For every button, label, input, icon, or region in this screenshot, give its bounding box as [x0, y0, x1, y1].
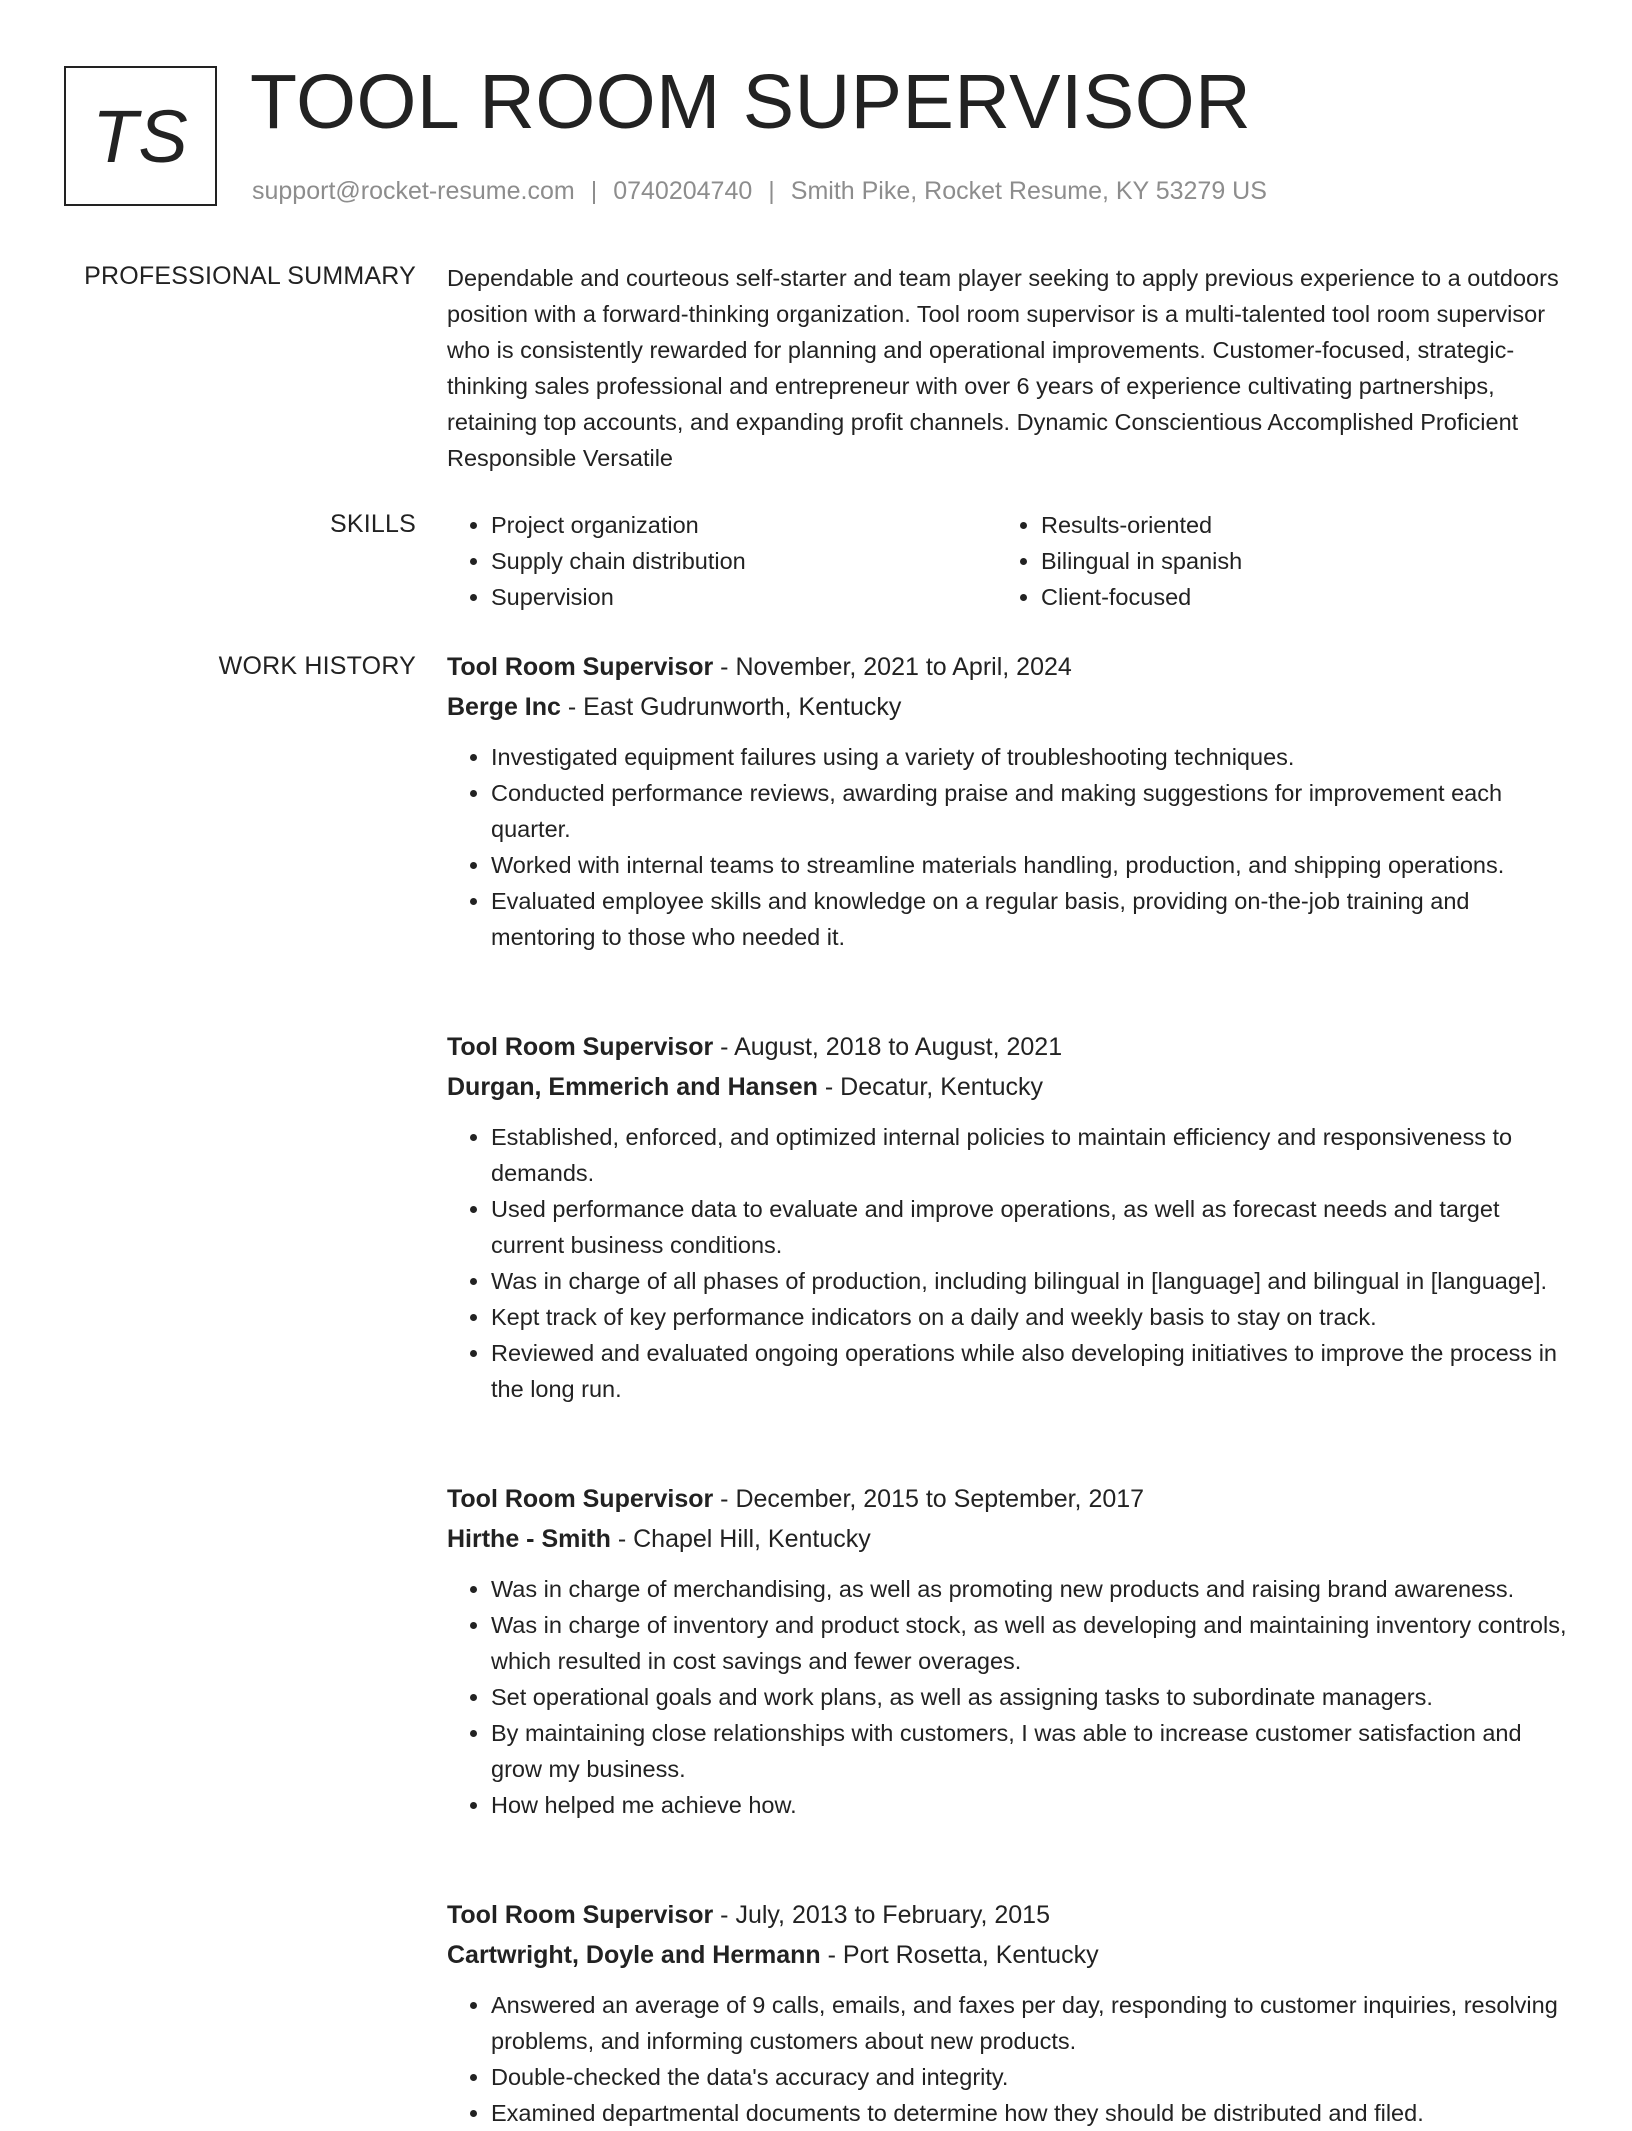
section-label-skills: SKILLS — [330, 510, 416, 538]
job-bullet: • Used performance data to evaluate and improve operations, as well as forecast needs and target current business conditions. — [491, 1191, 1567, 1263]
job-dates: - July, 2013 to February, 2015 — [713, 1901, 1050, 1929]
contact-line — [252, 174, 1267, 208]
skills-section — [447, 507, 1567, 615]
summary-section — [447, 260, 1567, 476]
job-bullet: • Answered an average of 9 calls, emails, and faxes per day, responding to customer inquiries, resolving problems, and informing customers about new products. — [491, 1987, 1567, 2059]
skills-list-right — [997, 507, 1547, 615]
skill-item: • Project organization — [491, 507, 997, 543]
skill-item: • Bilingual in spanish — [1041, 543, 1547, 579]
job-company-line — [447, 1935, 1567, 1975]
contact-separator: | — [590, 177, 598, 205]
job-title: Tool Room Supervisor — [447, 653, 714, 681]
skill-item: • Client-focused — [1041, 579, 1547, 615]
contact-separator: | — [768, 177, 775, 205]
job-bullets — [447, 1571, 1567, 1823]
job-title-line — [447, 647, 1567, 687]
skill-item: • Results-oriented — [1041, 507, 1547, 543]
phone-number[interactable]: 0740204740 — [613, 177, 753, 205]
job-company-line — [447, 687, 1567, 727]
job-bullets — [447, 1119, 1567, 1407]
job-bullet: • Established, enforced, and optimized internal policies to maintain efficiency and responsiveness to demands. — [491, 1119, 1567, 1191]
job-bullet: • Was in charge of all phases of production, including bilingual in [language] and bilingual in [language]. — [491, 1263, 1567, 1299]
skills-grid — [447, 507, 1567, 615]
section-label-summary: PROFESSIONAL SUMMARY — [84, 262, 416, 290]
job-entry — [447, 1027, 1567, 1407]
job-entry — [447, 1479, 1567, 1823]
job-bullet: • Double-checked the data's accuracy and integrity. — [491, 2059, 1567, 2095]
skill-item: • Supply chain distribution — [491, 543, 997, 579]
summary-text: Dependable and courteous self-starter and team player seeking to apply previous experience to a outdoors position with a forward-thinking organization. Tool room supervisor is a multi-talented tool room supervisor who is consistently rewarded for planning and operational improvements. Customer-focused, strategic-thinking sales professional and entrepreneur with over 6 years of experience cultivating partnerships, retaining top accounts, and expanding profit channels. Dynamic Conscientious Accomplished Proficient Responsible Versatile — [447, 265, 1559, 471]
job-company-line — [447, 1519, 1567, 1559]
skills-list-left — [447, 507, 997, 615]
job-dates: - November, 2021 to April, 2024 — [713, 653, 1072, 681]
job-bullet: • Conducted performance reviews, awarding praise and making suggestions for improvement each quarter. — [491, 775, 1567, 847]
job-location: - Decatur, Kentucky — [817, 1073, 1044, 1101]
job-location: - Chapel Hill, Kentucky — [610, 1525, 871, 1553]
job-dates: - August, 2018 to August, 2021 — [713, 1033, 1063, 1061]
job-bullet: • Reviewed and evaluated ongoing operations while also developing initiatives to improve the process in the long run. — [491, 1335, 1567, 1407]
job-entry — [447, 647, 1567, 955]
job-company: Cartwright, Doyle and Hermann — [447, 1941, 821, 1969]
job-bullet: • Examined departmental documents to determine how they should be distributed and filed. — [491, 2095, 1567, 2131]
job-bullets — [447, 739, 1567, 955]
job-title: Tool Room Supervisor — [447, 1485, 714, 1513]
job-company-line — [447, 1067, 1567, 1107]
job-title-line — [447, 1027, 1567, 1067]
job-entry — [447, 1895, 1567, 2131]
job-bullet: • Was in charge of inventory and product stock, as well as developing and maintaining inventory controls, which resulted in cost savings and fewer overages. — [491, 1607, 1567, 1679]
skill-item: • Supervision — [491, 579, 997, 615]
job-title-line — [447, 1895, 1567, 1935]
job-company: Durgan, Emmerich and Hansen — [447, 1073, 818, 1101]
candidate-name: TOOL ROOM SUPERVISOR — [250, 59, 1252, 145]
section-label-work-history: WORK HISTORY — [218, 652, 416, 680]
job-bullet: • Was in charge of merchandising, as well as promoting new products and raising brand awareness. — [491, 1571, 1567, 1607]
email-address[interactable]: support@rocket-resume.com — [252, 177, 575, 205]
job-bullet: • Worked with internal teams to streamline materials handling, production, and shipping operations. — [491, 847, 1567, 883]
job-location: - East Gudrunworth, Kentucky — [560, 693, 902, 721]
job-bullet: • Kept track of key performance indicators on a daily and weekly basis to stay on track. — [491, 1299, 1567, 1335]
job-title: Tool Room Supervisor — [447, 1033, 714, 1061]
job-bullets — [447, 1987, 1567, 2131]
job-title-line — [447, 1479, 1567, 1519]
job-company: Hirthe - Smith — [447, 1525, 611, 1553]
job-dates: - December, 2015 to September, 2017 — [713, 1485, 1145, 1513]
job-bullet: • By maintaining close relationships with customers, I was able to increase customer satisfaction and grow my business. — [491, 1715, 1567, 1787]
job-bullet: • Evaluated employee skills and knowledge on a regular basis, providing on-the-job training and mentoring to those who needed it. — [491, 883, 1567, 955]
job-bullet: • Set operational goals and work plans, as well as assigning tasks to subordinate managers. — [491, 1679, 1567, 1715]
postal-address: Smith Pike, Rocket Resume, KY 53279 US — [790, 177, 1267, 205]
monogram-initials: TS — [64, 66, 217, 206]
job-location: - Port Rosetta, Kentucky — [820, 1941, 1099, 1969]
job-bullet: • How helped me achieve how. — [491, 1787, 1567, 1823]
job-title: Tool Room Supervisor — [447, 1901, 714, 1929]
job-company: Berge Inc — [447, 693, 561, 721]
job-bullet: • Investigated equipment failures using a variety of troubleshooting techniques. — [491, 739, 1567, 775]
